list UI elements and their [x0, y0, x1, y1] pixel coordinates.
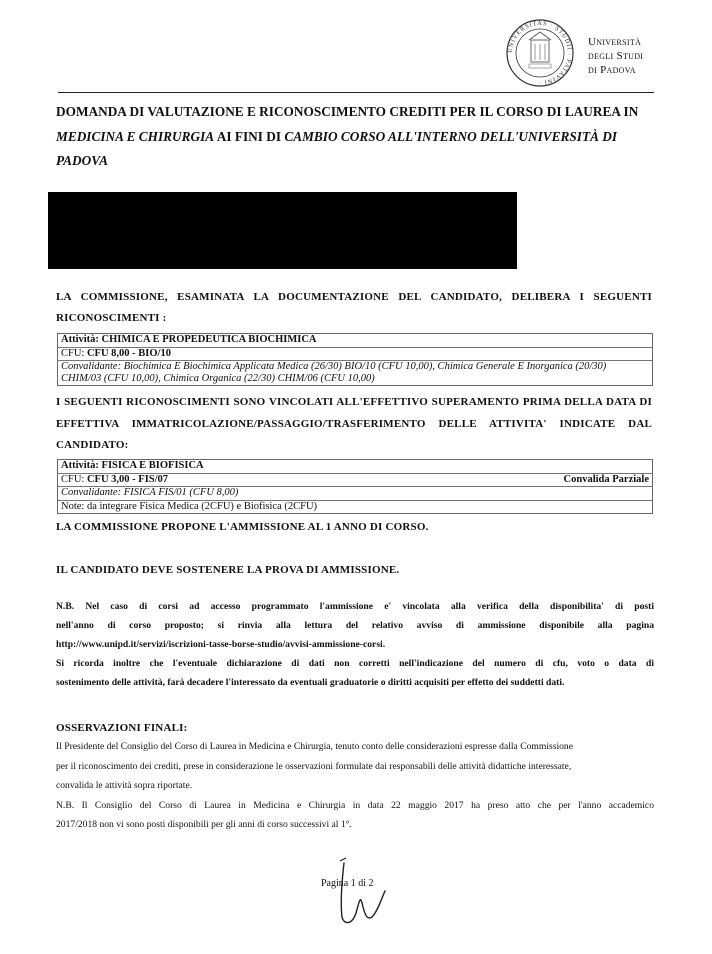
university-name: [588, 35, 643, 77]
convalidante-line2: CHIM/03 (CFU 10,00), Chimica Organica (22/30) CHIM/06 (CFU 10,00): [61, 373, 375, 384]
vincolo-line2: EFFETTIVA IMMATRICOLAZIONE/PASSAGGIO/TRASFERIMENTO DELLE ATTIVITA' INDICATE DAL: [56, 418, 652, 430]
nb-line4: Si ricorda inoltre che l'eventuale dichiarazione di dati non corretti nell'indicazione del numero di cfu, voto o data di: [56, 658, 654, 669]
nb-line1: N.B. Nel caso di corsi ad accesso programmato l'ammissione e' vincolata alla verifica della disponibilita' di posti: [56, 601, 654, 612]
observations-body: [56, 737, 654, 835]
observations-heading: OSSERVAZIONI FINALI:: [56, 722, 188, 734]
admission-test-notice: IL CANDIDATO DEVE SOSTENERE LA PROVA DI AMMISSIONE.: [56, 564, 400, 576]
cfu-label: CFU:: [61, 347, 87, 359]
document-title-line1: DOMANDA DI VALUTAZIONE E RICONOSCIMENTO CREDITI PER IL CORSO DI LAUREA IN: [56, 104, 639, 119]
redacted-block: [48, 192, 517, 269]
request-purpose: CAMBIO CORSO ALL'INTERNO DELL'UNIVERSITÀ DI: [284, 129, 618, 144]
recognition-table-chimica: [57, 333, 653, 386]
vincolo-line3: CANDIDATO:: [56, 439, 129, 451]
university-name-line3: di Padova: [588, 64, 636, 76]
header-divider: [58, 92, 654, 93]
nb-line5: sostenimento delle attività, farà decadere l'interessato da eventuali graduatorie o diritti acquisiti per effetto dei suddetti dati.: [56, 677, 565, 688]
admission-proposal: LA COMMISSIONE PROPONE L'AMMISSIONE AL 1 ANNO DI CORSO.: [56, 521, 429, 533]
table-cfu-row: [58, 473, 652, 487]
nb-line2: nell'anno di corso proposto; si rinvia alla lettura del relativo avviso di ammissione disponibile alla pagina: [56, 620, 654, 631]
table-cfu-row: [58, 347, 652, 361]
recognition-table-fisica: [57, 459, 653, 514]
table-activity-row: Attività: CHIMICA E PROPEDEUTICA BIOCHIMICA: [61, 334, 317, 345]
page-number: Pagina 1 di 2: [321, 878, 374, 889]
commission-statement-line2: RICONOSCIMENTI :: [56, 312, 167, 324]
table-convalidante-row: Convalidante: FISICA FIS/01 (CFU 8,00): [58, 486, 652, 500]
nb-paragraph: [56, 597, 654, 692]
university-name-line1: Università: [588, 36, 642, 48]
observations-line3: convalida le attività sopra riportate.: [56, 780, 193, 791]
svg-text:UNIVERSITAS · STUDII · PATAVIN: UNIVERSITAS · STUDII · PATAVINI ·: [506, 19, 574, 87]
cfu-value: CFU 3,00 - FIS/07: [86, 473, 169, 485]
observations-line2: per il riconoscimento dei crediti, prese in considerazione le osservazioni formulate dai responsabili delle attività didattiche interessate,: [56, 760, 572, 772]
table-note-row: Note: da integrare Fisica Medica (2CFU) e Biofisica (2CFU): [58, 500, 652, 514]
observations-line5: 2017/2018 non vi sono posti disponibili per gli anni di corso successivi al 1°.: [56, 819, 352, 830]
document-title-line3: PADOVA: [56, 153, 108, 168]
commission-statement-line1: LA COMMISSIONE, ESAMINATA LA DOCUMENTAZIONE DEL CANDIDATO, DELIBERA I SEGUENTI: [56, 291, 652, 303]
nb-line3: http://www.unipd.it/servizi/iscrizioni-tasse-borse-studio/avvisi-ammissione-corsi.: [56, 639, 386, 650]
handwritten-signature: [330, 855, 390, 935]
university-seal-logo: [505, 18, 575, 88]
observations-line4: N.B. Il Consiglio del Corso di Laurea in Medicina e Chirurgia in data 22 maggio 2017 ha preso atto che per l'anno accademico: [56, 799, 654, 811]
table-convalidante-row: [58, 360, 652, 385]
cfu-label: CFU:: [61, 473, 87, 485]
observations-line1: Il Presidente del Consiglio del Corso di Laurea in Medicina e Chirurgia, tenuto conto delle considerazioni espresse dalla Commissione: [56, 741, 573, 752]
status-label: Convalida Parziale: [563, 473, 649, 485]
vincolo-line1: I SEGUENTI RICONOSCIMENTI SONO VINCOLATI ALL'EFFETTIVO SUPERAMENTO PRIMA DELLA DATA DI: [56, 396, 652, 408]
cfu-value: CFU 8,00 - BIO/10: [86, 347, 171, 359]
university-name-line2: degli Studi: [588, 50, 644, 62]
title-connector: AI FINI DI: [214, 129, 285, 144]
convalidante-line1: Convalidante: Biochimica E Biochimica Applicata Medica (26/30) BIO/10 (CFU 10,00), Chimica Generale E Inorganica (20/30): [61, 361, 607, 372]
cfu-cell: [61, 474, 168, 487]
course-name: MEDICINA E CHIRURGIA: [56, 129, 215, 144]
document-title-line2: [56, 129, 656, 145]
table-activity-row: Attività: FISICA E BIOFISICA: [61, 460, 204, 471]
